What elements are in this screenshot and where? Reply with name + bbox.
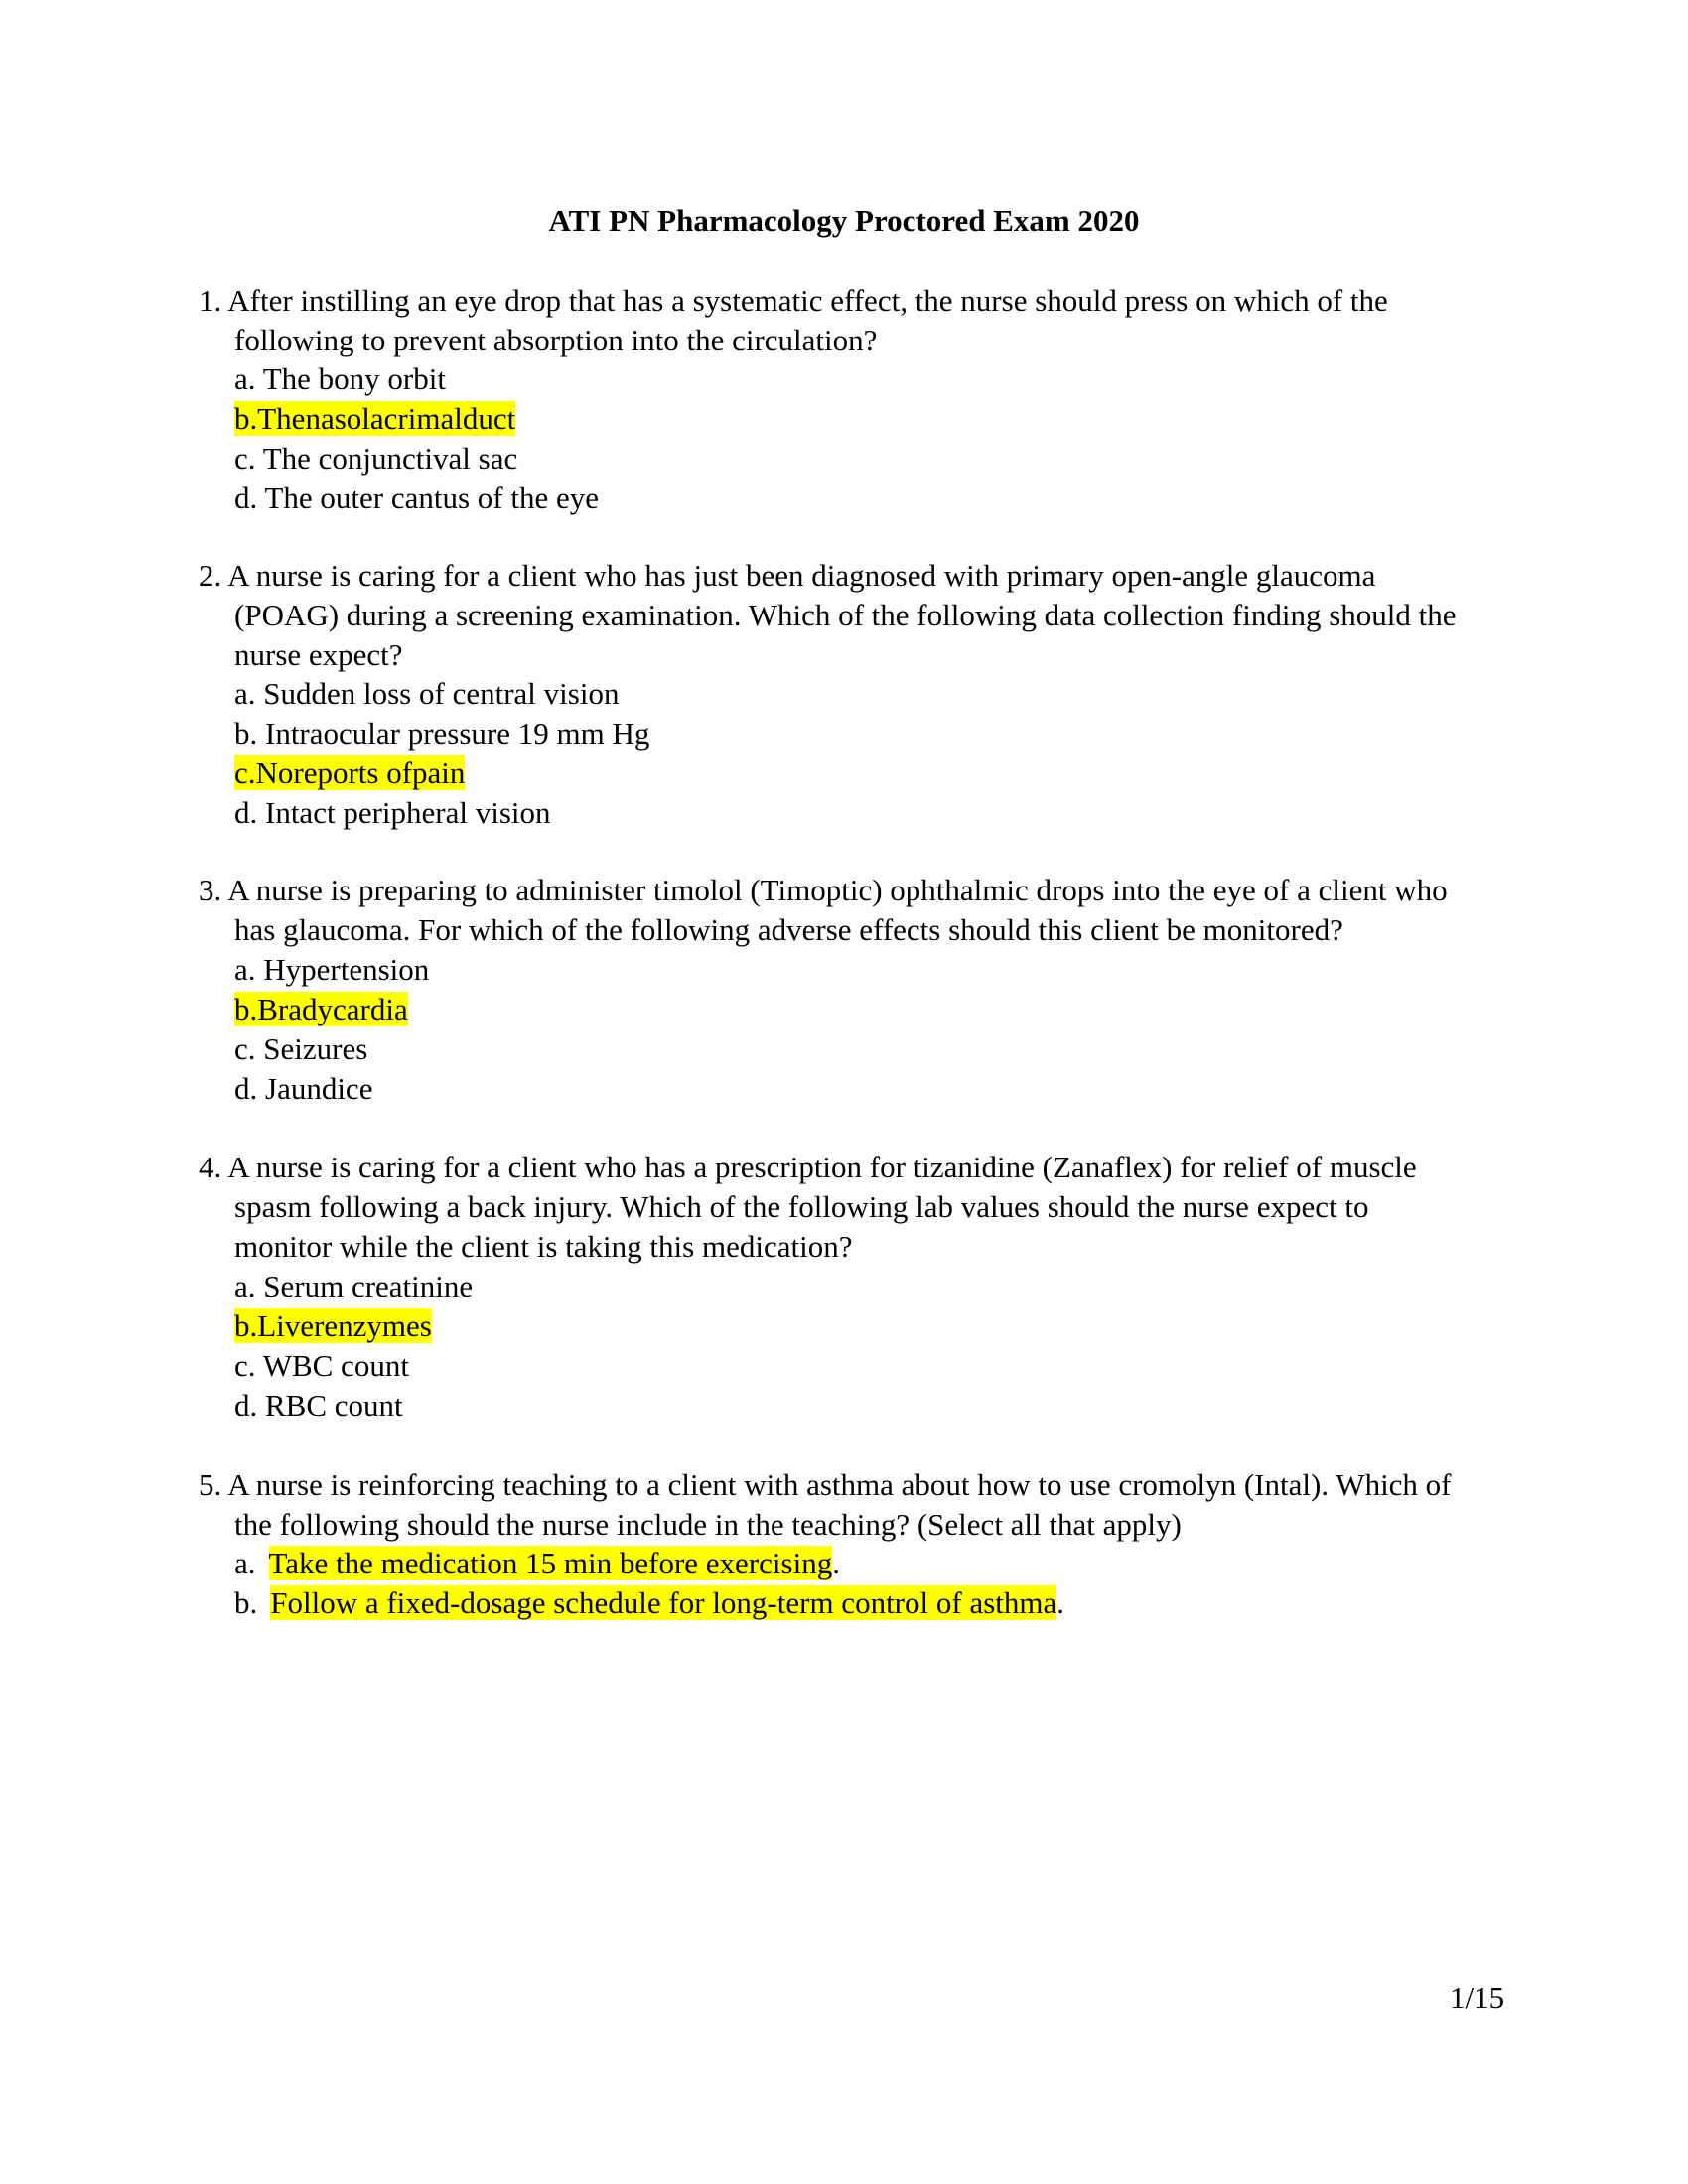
answer-highlight: c.Noreports ofpain (234, 755, 466, 790)
question-1-stem-line-1: 1. After instilling an eye drop that has a systematic effect, the nurse should press on which of the (199, 283, 1388, 318)
question-2-option-b: b. Intraocular pressure 19 mm Hg (234, 716, 650, 751)
option-suffix: . (832, 1546, 840, 1580)
question-4-stem-line-1: 4. A nurse is caring for a client who has a prescription for tizanidine (Zanaflex) for relief of muscle (199, 1150, 1417, 1184)
question-4-stem-line-3: monitor while the client is taking this medication? (234, 1229, 853, 1264)
answer-highlight: b.Bradycardia (234, 992, 408, 1026)
question-5-option-b (234, 1583, 1064, 1623)
question-3-stem-line-1: 3. A nurse is preparing to administer timolol (Timoptic) ophthalmic drops into the eye of a client who (199, 873, 1448, 907)
question-3-option-c: c. Seizures (234, 1031, 368, 1066)
option-prefix: a. (234, 1546, 256, 1580)
question-3-option-b (234, 990, 408, 1029)
question-4-option-b (234, 1306, 432, 1346)
answer-highlight: b.Liverenzymes (234, 1308, 432, 1343)
answer-highlight: b.Thenasolacrimalduct (234, 401, 516, 436)
question-3-stem-line-2: has glaucoma. For which of the following adverse effects should this client be monitored? (234, 912, 1343, 947)
question-1-option-d: d. The outer cantus of the eye (234, 480, 599, 515)
question-2-option-a: a. Sudden loss of central vision (234, 676, 620, 711)
question-4-option-c: c. WBC count (234, 1348, 409, 1383)
question-2-option-d: d. Intact peripheral vision (234, 795, 551, 830)
question-2-stem-line-1: 2. A nurse is caring for a client who has just been diagnosed with primary open-angle glaucoma (199, 558, 1376, 593)
question-1-option-c: c. The conjunctival sac (234, 441, 518, 476)
answer-highlight: Take the medication 15 min before exercising (268, 1546, 833, 1580)
question-2-stem-line-3: nurse expect? (234, 637, 403, 672)
question-4-option-a: a. Serum creatinine (234, 1269, 474, 1303)
page-number: 1/15 (1450, 1980, 1505, 2015)
question-5-option-a (234, 1544, 840, 1583)
question-1-option-a: a. The bony orbit (234, 361, 446, 396)
document-title: ATI PN Pharmacology Proctored Exam 2020 (548, 204, 1140, 238)
question-4-stem-line-2: spasm following a back injury. Which of the following lab values should the nurse expect to (234, 1189, 1369, 1224)
question-5-stem-line-1: 5. A nurse is reinforcing teaching to a client with asthma about how to use cromolyn (Intal). Which of (199, 1467, 1452, 1502)
question-3-option-a: a. Hypertension (234, 952, 430, 987)
answer-highlight: Follow a fixed-dosage schedule for long-term control of asthma (270, 1585, 1057, 1620)
question-4-option-d: d. RBC count (234, 1388, 403, 1423)
question-1-stem-line-2: following to prevent absorption into the circulation? (234, 323, 878, 357)
option-suffix: . (1056, 1585, 1064, 1620)
question-5-stem-line-2: the following should the nurse include in the teaching? (Select all that apply) (234, 1507, 1182, 1542)
option-prefix: b. (234, 1585, 258, 1620)
question-1-option-b (234, 399, 515, 439)
question-3-option-d: d. Jaundice (234, 1071, 373, 1106)
question-2-option-c (234, 753, 465, 793)
question-2-stem-line-2: (POAG) during a screening examination. Which of the following data collection finding should the (234, 598, 1457, 632)
